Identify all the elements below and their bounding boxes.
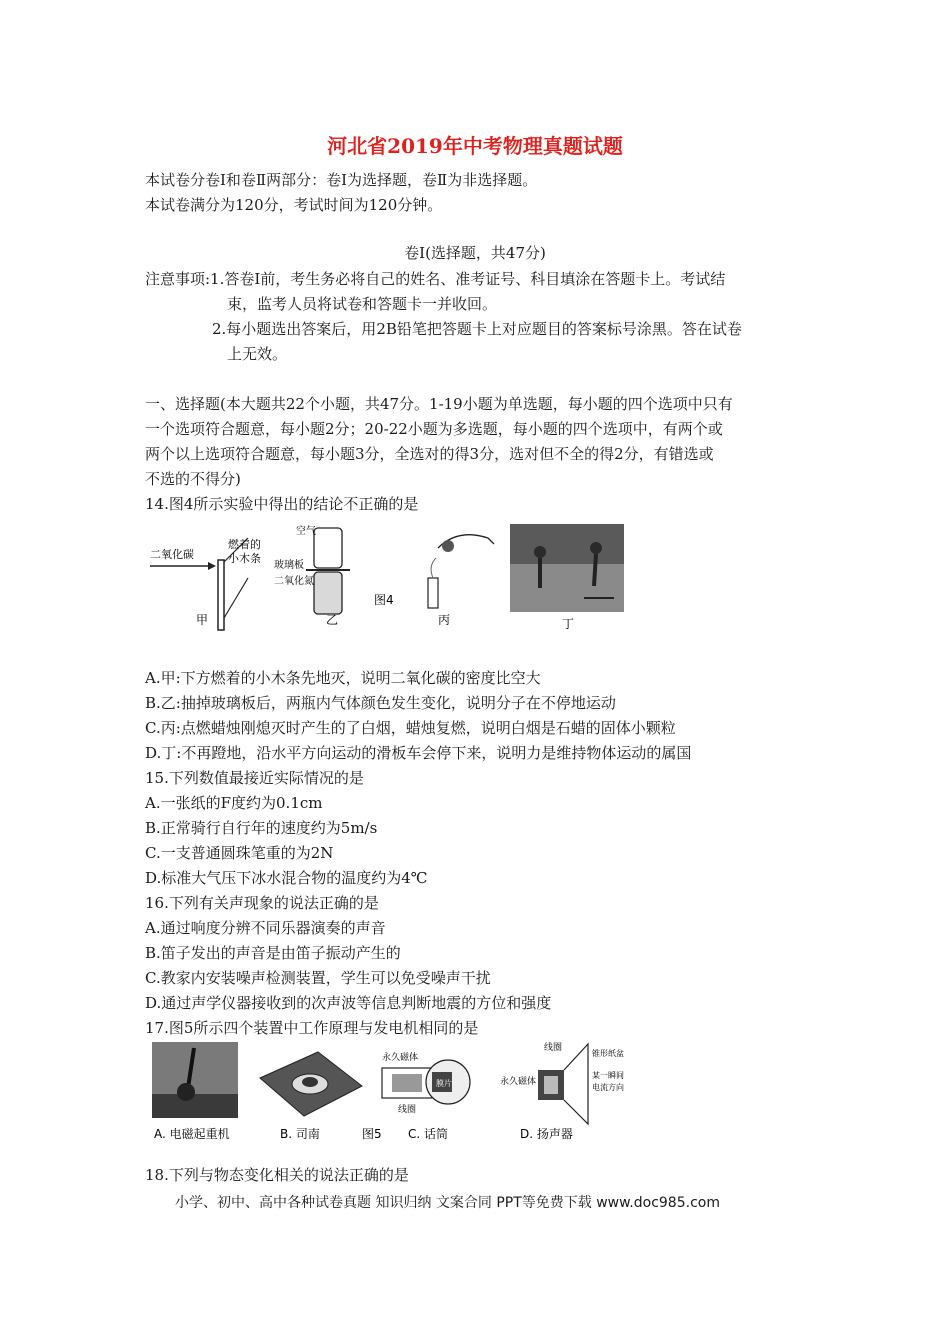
fig5-label-a: A. 电磁起重机 bbox=[154, 1127, 230, 1141]
fig4-caption: 图4 bbox=[374, 593, 394, 607]
figure-4-ding-photo bbox=[510, 524, 624, 631]
q16-option-d: D.通过声学仪器接收到的次声波等信息判断地震的方位和强度 bbox=[145, 994, 552, 1012]
q14-stem: 14.图4所示实验中得出的结论不正确的是 bbox=[145, 495, 419, 513]
d-label-instant: 某一瞬间 bbox=[592, 1071, 624, 1080]
intro-line-2: 本试卷满分为120分，考试时间为120分钟。 bbox=[145, 196, 443, 214]
fig5-label-b: B. 司南 bbox=[280, 1127, 320, 1141]
fig4-label-bing: 丙 bbox=[438, 613, 451, 627]
instructions-line-1: 一、选择题(本大题共22个小题，共47分。1-19小题为单选题，每小题的四个选项中只有 bbox=[145, 395, 733, 413]
jia-label-burning: 燃着的 bbox=[228, 538, 261, 551]
q14-option-c: C.丙:点燃蜡烛刚熄灭时产生的了白烟，蜡烛复燃，说明白烟是石蜡的固体小颗粒 bbox=[145, 719, 676, 737]
notes-line-3: 2.每小题选出答案后，用2B铅笔把答题卡上对应题目的答案标号涂黑。答在试卷 bbox=[212, 320, 742, 338]
fig5-caption: 图5 bbox=[362, 1127, 382, 1141]
figure-5-b-photo bbox=[260, 1052, 362, 1141]
figure-5 bbox=[148, 1038, 624, 1146]
q15-option-d: D.标准大气压下冰水混合物的温度约为4℃ bbox=[145, 869, 428, 887]
page-footer: 小学、初中、高中各种试卷真题 知识归纳 文案合同 PPT等免费下载 www.doc985.com bbox=[175, 1195, 720, 1211]
page-title: 河北省2019年中考物理真题试题 bbox=[327, 134, 623, 158]
instructions-line-3: 两个以上选项符合题意，每小题3分，全选对的得3分，选对但不全的得2分，有错选或 bbox=[145, 445, 714, 463]
figure-4-yi-diagram bbox=[274, 524, 394, 627]
intro-line-1: 本试卷分卷Ⅰ和卷Ⅱ两部分：卷Ⅰ为选择题，卷Ⅱ为非选择题。 bbox=[145, 171, 538, 189]
yi-label-glass: 玻璃板 bbox=[274, 560, 304, 571]
fig4-label-yi: 乙 bbox=[326, 613, 339, 627]
fig5-label-c: C. 话筒 bbox=[408, 1127, 449, 1141]
q16-option-a: A.通过响度分辨不同乐器演奏的声音 bbox=[145, 919, 386, 937]
notes-line-1: 注意事项:1.答卷Ⅰ前，考生务必将自己的姓名、准考证号、科目填涂在答题卡上。考试结 bbox=[145, 270, 726, 288]
d-label-magnet: 永久磁体 bbox=[500, 1077, 537, 1087]
instructions-line-2: 一个选项符合题意，每小题2分；20-22小题为多选题，每小题的四个选项中，有两个或 bbox=[145, 420, 723, 438]
figure-5-c-diagram bbox=[362, 1051, 470, 1141]
d-label-coil: 线圈 bbox=[544, 1043, 563, 1053]
q15-option-c: C.一支普通圆珠笔重的为2N bbox=[145, 844, 334, 862]
figure-4 bbox=[148, 518, 628, 640]
jia-label-co2: 二氧化碳 bbox=[150, 548, 194, 561]
q17-stem: 17.图5所示四个装置中工作原理与发电机相同的是 bbox=[145, 1019, 479, 1037]
d-label-current: 电流方向 bbox=[592, 1083, 624, 1092]
figure-4-bing-diagram bbox=[428, 535, 494, 627]
q15-option-b: B.正常骑行自行年的速度约为5m/s bbox=[145, 819, 378, 837]
q15-stem: 15.下列数值最接近实际情况的是 bbox=[145, 769, 364, 787]
c-label-coil: 线圈 bbox=[398, 1105, 417, 1115]
fig4-label-ding: 丁 bbox=[562, 617, 575, 631]
yi-label-air: 空气 bbox=[296, 526, 316, 537]
notes-line-4: 上无效。 bbox=[227, 345, 288, 363]
q16-option-b: B.笛子发出的声音是由笛子振动产生的 bbox=[145, 944, 401, 962]
figure-5-d-diagram bbox=[500, 1041, 624, 1141]
q18-stem: 18.下列与物态变化相关的说法正确的是 bbox=[145, 1166, 409, 1184]
fig5-label-d: D. 扬声器 bbox=[520, 1127, 573, 1141]
q14-option-a: A.甲:下方燃着的小木条先地灭，说明二氧化碳的密度比空大 bbox=[145, 669, 541, 687]
jia-label-stick: 小木条 bbox=[228, 552, 261, 565]
c-label-magnet: 永久磁体 bbox=[382, 1053, 419, 1063]
yi-label-no2: 二氧化氮 bbox=[274, 576, 314, 587]
d-label-cone: 锥形纸盆 bbox=[592, 1049, 624, 1058]
q16-stem: 16.下列有关声现象的说法正确的是 bbox=[145, 894, 379, 912]
fig4-label-jia: 甲 bbox=[196, 613, 209, 627]
figure-4-jia-diagram bbox=[150, 537, 261, 630]
q14-option-b: B.乙:抽掉玻璃板后，两瓶内气体颜色发生变化，说明分子在不停地运动 bbox=[145, 694, 616, 712]
notes-line-2: 束，监考人员将试卷和答题卡一并收回。 bbox=[227, 295, 498, 313]
instructions-line-4: 不选的不得分) bbox=[145, 470, 241, 488]
section-heading: 卷Ⅰ(选择题，共47分) bbox=[404, 244, 546, 262]
figure-5-a-photo bbox=[152, 1042, 238, 1141]
q15-option-a: A.一张纸的F度约为0.1cm bbox=[145, 794, 323, 812]
c-label-diaphragm: 膜片 bbox=[436, 1079, 452, 1088]
q14-option-d: D.丁:不再蹬地，沿水平方向运动的滑板车会停下来，说明力是维持物体运动的属国 bbox=[145, 744, 692, 762]
q16-option-c: C.教家内安装噪声检测装置，学生可以免受噪声干扰 bbox=[145, 969, 491, 987]
